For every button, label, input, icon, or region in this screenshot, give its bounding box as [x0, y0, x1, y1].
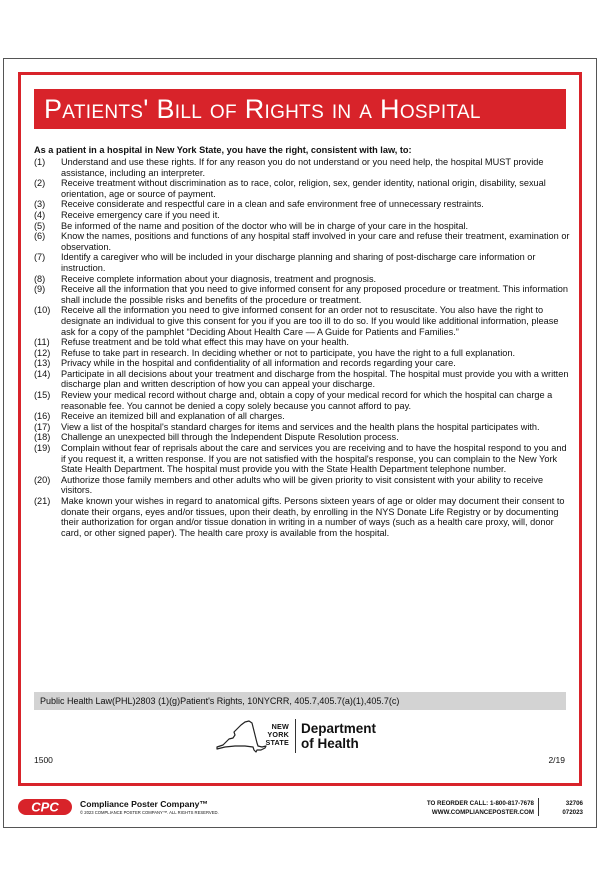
right-number: (12): [34, 347, 51, 358]
right-text: Receive treatment without discrimination as to race, color, religion, sex, gender identity, national origin, disability, sexual orientation, age or source of payment.: [61, 178, 546, 199]
right-text: Make known your wishes in regard to anatomical gifts. Persons sixteen years of age or older may document their consent to donate their organs, eyes and/or tissues, upon their death, by enrolling in the NYS Donate Life Registry or by documenting their authorization for organ and/or tissue donation in writing in a number of ways (such as a health care proxy, will, donor card, or other signed paper). The health care proxy is available from the hospital.: [61, 496, 565, 538]
form-date: 2/19: [548, 755, 565, 765]
right-item: [34, 432, 570, 443]
right-item: [34, 252, 570, 273]
logo-divider: [295, 719, 296, 753]
right-number: (7): [34, 252, 46, 263]
right-number: (14): [34, 368, 51, 379]
ny-state-wordmark: [255, 723, 289, 747]
right-number: (18): [34, 432, 51, 443]
right-number: (5): [34, 220, 46, 231]
right-number: (3): [34, 199, 46, 210]
right-item: [34, 221, 570, 232]
ny-word-new: NEW: [271, 722, 289, 731]
dept-line-2: of Health: [301, 736, 359, 751]
reorder-phone: TO REORDER CALL: 1-800-817-7678: [426, 800, 534, 807]
ny-word-state: STATE: [265, 738, 289, 747]
right-text: Receive all the information you need to give informed consent for an order not to resuscitate. You also have the right to designate an individual to give this consent for you if you are too ill to do so. If you would like additional information, please ask for a copy of the pamphlet “Deciding About Health Care — A Guide for Patients and Families.”: [61, 305, 559, 337]
right-item: [34, 443, 570, 475]
form-number: 1500: [34, 755, 53, 765]
nys-department-of-health-logo: [215, 717, 405, 759]
right-text: Privacy while in the hospital and confidentiality of all information and records regarding your care.: [61, 358, 456, 369]
right-number: (19): [34, 443, 51, 454]
cpc-logo-text: CPC: [31, 799, 59, 815]
right-item: [34, 369, 570, 390]
right-item: [34, 337, 570, 348]
citation-bar: Public Health Law(PHL)2803 (1)(g)Patient's Rights, 10NYCRR, 405.7,405.7(a)(1),405.7(c): [34, 692, 566, 710]
right-item: [34, 178, 570, 199]
right-number: (8): [34, 273, 46, 284]
copyright-text: © 2023 COMPLIANCE POSTER COMPANY™. ALL RIGHTS RESERVED.: [80, 810, 219, 815]
right-text: Be informed of the name and position of the doctor who will be in charge of your care in the hospital.: [61, 220, 469, 231]
footer: [0, 794, 600, 824]
right-item: [34, 411, 570, 422]
right-text: Understand and use these rights. If for any reason you do not understand or you need help, the hospital MUST provide assistance, including an interpreter.: [61, 157, 544, 178]
ny-word-york: YORK: [267, 730, 289, 739]
footer-divider: [538, 798, 539, 816]
reorder-info: [388, 799, 534, 817]
poster: [18, 72, 582, 786]
right-text: Receive emergency care if you need it.: [61, 209, 220, 220]
right-text: Identify a caregiver who will be included in your discharge planning and sharing of post-discharge care information or instruction.: [61, 252, 536, 273]
right-text: Participate in all decisions about your treatment and discharge from the hospital. The hospital must provide you with a written discharge plan and written description of how you can appeal your discharge.: [61, 368, 569, 390]
right-text: Challenge an unexpected bill through the Independent Dispute Resolution process.: [61, 432, 399, 443]
right-number: (20): [34, 474, 51, 485]
right-number: (16): [34, 411, 51, 422]
right-text: Authorize those family members and other adults who will be given priority to visit consistent with your ability to receive visitors.: [61, 474, 544, 496]
right-text: Receive an itemized bill and explanation of all charges.: [61, 411, 285, 422]
right-text: View a list of the hospital's standard charges for items and services and the health plans the hospital participates with.: [61, 421, 540, 432]
right-text: Know the names, positions and functions of any hospital staff involved in your care and refuse their treatment, examination or observation.: [61, 231, 570, 252]
right-item: [34, 157, 570, 178]
right-number: (11): [34, 337, 50, 348]
right-item: [34, 210, 570, 221]
right-number: (10): [34, 305, 51, 316]
poster-title: Patients' Bill of Rights in a Hospital: [34, 89, 566, 129]
department-of-health-name: [301, 721, 376, 751]
right-text: Receive all the information that you need to give informed consent for any proposed procedure or treatment. This information shall include the possible risks and benefits of the procedure or treatment.: [61, 284, 568, 305]
right-number: (4): [34, 209, 46, 220]
company-name: Compliance Poster Company™: [80, 799, 208, 809]
right-number: (9): [34, 284, 46, 295]
right-item: [34, 305, 570, 337]
right-item: [34, 358, 570, 369]
right-text: Receive considerate and respectful care in a clean and safe environment free of unnecessary restraints.: [61, 199, 484, 210]
right-number: (1): [34, 157, 46, 167]
right-item: [34, 231, 570, 252]
right-text: Refuse to take part in research. In deciding whether or not to participate, you have the right to a full explanation.: [61, 347, 516, 358]
right-item: [34, 284, 570, 305]
poster-code: 32706: [565, 800, 583, 807]
right-text: Refuse treatment and be told what effect this may have on your health.: [61, 337, 349, 348]
right-text: Receive complete information about your diagnosis, treatment and prognosis.: [61, 273, 377, 284]
right-number: (17): [34, 421, 51, 432]
revision-code: 072023: [562, 809, 583, 816]
right-text: Review your medical record without charge and, obtain a copy of your medical record for which the hospital can charge a reasonable fee. You cannot be denied a copy solely because you cannot afford to pay.: [61, 390, 553, 411]
right-item: [34, 199, 570, 210]
right-item: [34, 496, 570, 538]
right-item: [34, 422, 570, 433]
poster-codes: [543, 799, 583, 817]
right-number: (2): [34, 178, 46, 189]
right-text: Complain without fear of reprisals about the care and services you are receiving and to have the hospital respond to you and if you request it, a written response. If you are not satisfied with the hospital's response, you can complain to the New York State Health Department. The hospital must provide you with the State Health Department telephone number.: [61, 443, 567, 475]
right-item: [34, 475, 570, 496]
website-link[interactable]: WWW.COMPLIANCEPOSTER.COM: [431, 809, 534, 816]
dept-line-1: Department: [301, 721, 377, 736]
rights-list: [34, 157, 570, 538]
right-number: (21): [34, 496, 51, 506]
right-number: (13): [34, 358, 51, 369]
right-number: (15): [34, 390, 51, 401]
right-item: [34, 348, 570, 359]
right-item: [34, 390, 570, 411]
right-number: (6): [34, 231, 46, 242]
intro-text: As a patient in a hospital in New York State, you have the right, consistent with law, to:: [34, 145, 412, 155]
cpc-logo-icon: [18, 798, 72, 816]
right-item: [34, 274, 570, 285]
